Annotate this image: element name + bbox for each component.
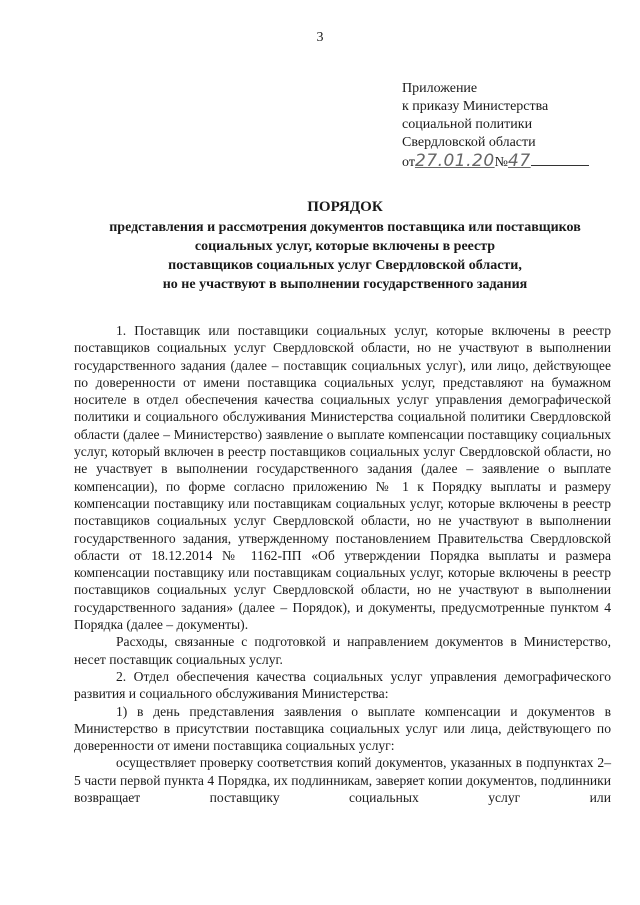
number-prefix: №	[494, 155, 508, 170]
order-date-number-line	[402, 152, 617, 172]
number-underline	[531, 153, 589, 166]
title-subtitle-line: представления и рассмотрения документов поставщика или поставщиков	[109, 220, 581, 235]
title-subtitle-line: поставщиков социальных услуг Свердловской области,	[168, 258, 522, 273]
document-title	[60, 198, 630, 294]
appendix-line: к приказу Министерства	[402, 99, 549, 114]
document-body	[74, 322, 611, 806]
title-main: ПОРЯДОК	[307, 199, 383, 215]
handwritten-number: 47	[508, 151, 531, 171]
handwritten-date: 27.01.20	[414, 151, 495, 171]
paragraph-2: 2. Отдел обеспечения качества социальных услуг управления демографического развития и социального обслуживания Министерства:	[74, 668, 611, 702]
appendix-block	[402, 80, 617, 172]
title-subtitle-line: социальных услуг, которые включены в реестр	[194, 239, 496, 254]
title-subtitle-line: но не участвуют в выполнении государственного задания	[162, 277, 528, 292]
paragraph-expenses: Расходы, связанные с подготовкой и направлением документов в Министерство, несет поставщик социальных услуг.	[74, 634, 611, 667]
paragraph-2-1: 1) в день представления заявления о выплате компенсации и документов в Министерство в присутствии поставщика социальных услуг или лица, действующего по доверенности от имени поставщика социальных услуг:	[74, 703, 611, 754]
paragraph-verification: осуществляет проверку соответствия копий документов, указанных в подпунктах 2–5 части первой пункта 4 Порядка, их подлинникам, заверяет копии документов, подлинники возвращает поставщику социальных услуг или	[74, 755, 611, 806]
date-prefix: от	[402, 155, 415, 170]
appendix-line: Свердловской области	[402, 135, 536, 150]
appendix-line: Приложение	[402, 81, 478, 96]
page-number: 3	[316, 30, 324, 45]
appendix-line: социальной политики	[402, 117, 533, 132]
paragraph-1: 1. Поставщик или поставщики социальных услуг, которые включены в реестр поставщиков социальных услуг Свердловской области, но не участвуют в выполнении государственного задания (далее – поставщик социальных услуг), или лицо, действующее по доверенности от имени поставщика социальных услуг, представляют на бумажном носителе в отдел обеспечения качества социальных услуг управления демографической политики и социального обслуживания Министерства социальной политики Свердловской области (далее – Министерство) заявление о выплате компенсации поставщику социальных услуг, который включен в реестр поставщиков социальных услуг Свердловской области, но не участвует в выполнении государственного задания (далее – заявление о выплате компенсации), по форме согласно приложению № 1 к Порядку выплаты и размеру компенсации поставщику или поставщикам социальных услуг, которые включены в реестр поставщиков социальных услуг Свердловской области, но не участвуют в выполнении государственного задания, утвержденному постановлением Правительства Свердловской области от 18.12.2014 № 1162-ПП «Об утверждении Порядка выплаты и размера компенсации поставщику или поставщикам социальных услуг, которые включены в реестр поставщиков социальных услуг Свердловской области, но не участвуют в выполнении государственного задания» (далее – Порядок), и документы, предусмотренные пунктом 4 Порядка (далее – документы).	[74, 323, 611, 633]
